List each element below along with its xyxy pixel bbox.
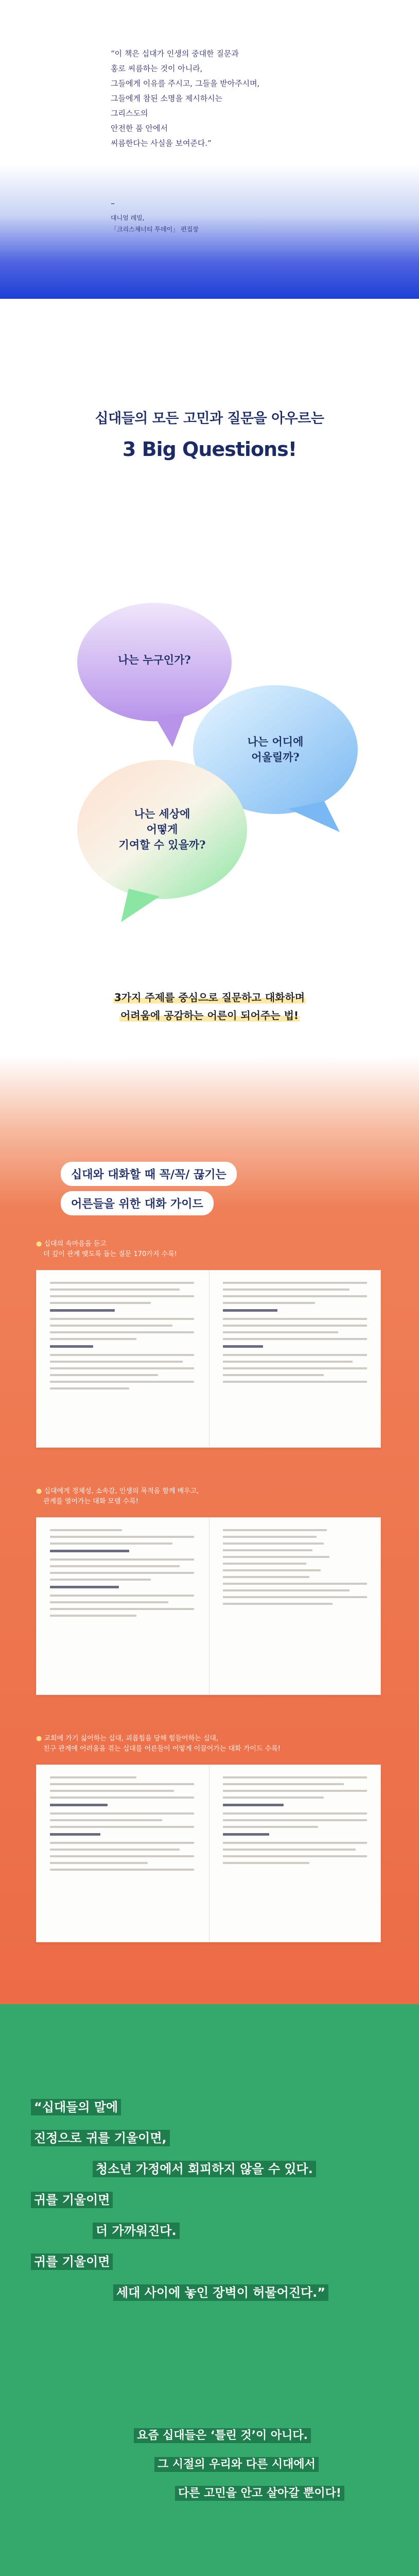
reply-highlight: 요즘 십대들은 ‘틀린 것’이 아니다. [134,2428,311,2443]
quote-highlight: 진정으로 귀를 기울이면, [31,2130,170,2146]
note-line [36,1239,376,1249]
book-spread [36,1517,381,1695]
book-spread [36,1765,381,1942]
bubble-line: 어울릴까? [251,751,300,764]
spread-gutter [209,1765,210,1942]
bubbles-graphic [0,592,419,984]
quote-line [31,2154,328,2184]
bubble-line: 기여할 수 있을까? [118,838,206,851]
quote-line [31,2184,328,2215]
quote-line: 씨름한다는 사실을 보여준다.” [111,139,212,148]
subtext-highlight: 3가지 주제를 중심으로 질문하고 대화하며 [114,991,305,1004]
quote-dash: – [111,198,115,208]
note-text: 십대에게 정체성, 소속감, 인생의 목적을 함께 배우고, [44,1487,199,1495]
spread-page-right [223,1529,367,1609]
note-line [36,1734,376,1744]
spread-page-right [223,1282,367,1387]
quote-line [31,2277,328,2308]
note-text: 친구 관계에 어려움을 겪는 십대를 어른들이 어떻게 이끌어가는 대화 가이드 수록! [43,1745,281,1753]
bullet-icon: ● [36,1240,42,1248]
subtext-highlight: 어려움에 공감하는 어른이 되어주는 법! [120,1009,299,1022]
quote-line [31,2123,328,2154]
spread-gutter [209,1270,210,1447]
quote-line [31,2092,328,2123]
quote-section [0,0,419,299]
quote-line [31,2215,328,2246]
spread-page-right [223,1776,367,1869]
bubble-line: 어떻게 [146,823,178,836]
quote-line: 그리스도의 [111,109,148,118]
quote-line [31,2246,328,2277]
section-title: 십대들의 모든 고민과 질문을 아우르는 [95,411,324,427]
bubble-text-contribute [116,806,208,853]
subtext-line-1 [0,989,419,1004]
guide-note [36,1486,376,1507]
bubble-text-fit [237,734,314,765]
guide-tag: 십대와 대화할 때 꼭/꼭/ 끊기는 [61,1162,237,1186]
quote-line: 홍로 씨름하는 것이 아니라, [111,64,203,73]
author-name: 대니얼 레빌, [111,214,145,222]
spread-gutter [209,1518,210,1694]
reply-highlight: 다른 고민을 안고 살아갈 뿐이다! [175,2486,344,2501]
section-headline: 3 Big Questions! [122,438,297,461]
quote-highlight: 더 가까워진다. [93,2223,180,2239]
quote-highlight: 귀를 기울이면 [31,2253,113,2270]
three-questions-section [0,299,419,587]
subtext-line-2 [0,1007,419,1022]
quote-line: 그들에게 참된 소명을 제시하시는 [111,94,223,103]
guide-tag: 어른들을 위한 대화 가이드 [61,1191,214,1215]
note-text: 십대의 속마음을 듣고 [44,1240,107,1248]
guide-note [36,1734,376,1754]
reply-highlight: 그 시절의 우리와 다른 시대에서 [154,2457,319,2472]
guide-note [36,1239,376,1260]
note-text: 더 깊이 관계 맺도록 돕는 질문 170가지 수록! [43,1250,177,1258]
bubble-line: 나는 어디에 [247,735,304,748]
listen-reply [134,2421,344,2508]
quote-line: “이 책은 십대가 인생의 중대한 질문과 [111,49,239,58]
spread-page-left [50,1776,194,1875]
bubble-line: 나는 세상에 [134,807,190,820]
note-text: 교회에 가기 싫어하는 십대, 괴롭힘을 당해 힘들어하는 십대, [44,1735,219,1742]
quote-highlight: 귀를 기울이면 [31,2192,113,2208]
quote-highlight: 세대 사이에 놓인 장벽이 허물어진다.” [113,2284,328,2301]
reply-line [134,2421,344,2450]
spread-page-left [50,1282,194,1394]
listen-quote [31,2092,328,2308]
book-spread [36,1270,381,1448]
bubble-text-who: 나는 누구인가? [118,653,191,666]
quote-line: 안전한 품 안에서 [111,124,168,133]
reply-line [134,2450,344,2479]
note-text: 관계를 열어가는 대화 모델 수록! [43,1498,138,1505]
reply-line [134,2479,344,2508]
bullet-icon: ● [36,1735,42,1742]
author-role: 「크리스채너티 투데이」 편집장 [111,226,199,233]
quote-line: 그들에게 이유를 주시고, 그들을 받아주시며, [111,79,260,88]
quote-highlight: 청소년 가정에서 회피하지 않을 수 있다. [93,2161,316,2177]
quote-text [111,46,306,151]
spread-page-left [50,1529,194,1621]
bullet-icon: ● [36,1487,42,1495]
quote-highlight: “십대들의 말에 [31,2099,121,2115]
speech-bubbles [0,592,419,984]
quote-author [111,212,199,235]
note-line [36,1486,376,1497]
